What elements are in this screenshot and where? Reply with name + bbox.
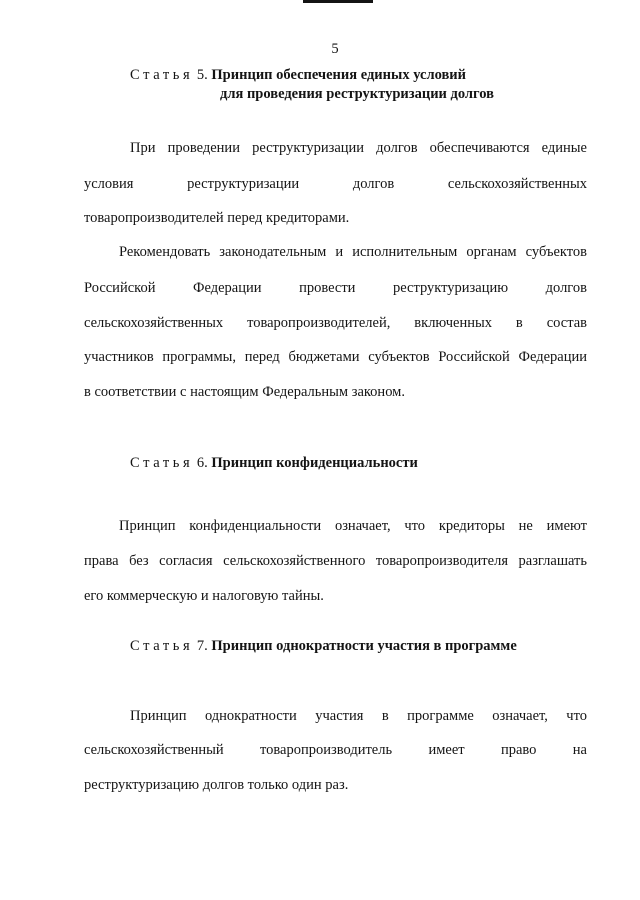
article-6-title: Принцип конфиденциальности [211,455,418,471]
page-number: 5 [331,41,339,57]
article-7-p1-line1: Принцип однократности участия в программе означает, что [130,708,587,724]
article-5-p2-line5: в соответствии с настоящим Федеральным законом. [84,384,405,400]
article-5-title-line1: Принцип обеспечения единых условий [211,67,467,83]
top-rule [303,0,373,3]
article-7-heading [130,637,517,656]
article-6-number: 6. [196,455,208,471]
article-6-heading [130,454,418,473]
article-7-title: Принцип однократности участия в программе [211,638,517,654]
article-7-label: Статья [130,638,194,654]
article-5-p1-line2: условия реструктуризации долгов сельскохозяйственных [84,176,587,192]
article-5-label: Статья [130,67,194,83]
article-7-p1-line2: сельскохозяйственный товаропроизводитель имеет право на [84,742,587,758]
article-5-p2-line2: Российской Федерации провести реструктуризацию долгов [84,280,587,296]
article-6-p1-line2: права без согласия сельскохозяйственного товаропроизводителя разглашать [84,553,587,569]
article-7-number: 7. [196,638,208,654]
article-5-p2-line1: Рекомендовать законодательным и исполнительным органам субъектов [119,244,587,260]
article-5-p2-line3: сельскохозяйственных товаропроизводителей, включенных в состав [84,315,587,331]
article-5-heading [130,66,494,104]
article-6-label: Статья [130,455,194,471]
article-6-p1-line1: Принцип конфиденциальности означает, что кредиторы не имеют [119,518,587,534]
article-5-title-line2: для проведения реструктуризации долгов [220,86,494,102]
article-5-p2-line4: участников программы, перед бюджетами субъектов Российской Федерации [84,349,587,365]
article-7-p1-line3: реструктуризацию долгов только один раз. [84,777,349,793]
article-5-p1-line1: При проведении реструктуризации долгов обеспечиваются единые [130,140,587,156]
article-5-number: 5. [196,67,208,83]
article-6-p1-line3: его коммерческую и налоговую тайны. [84,588,324,604]
article-5-p1-line3: товаропроизводителей перед кредиторами. [84,210,350,226]
